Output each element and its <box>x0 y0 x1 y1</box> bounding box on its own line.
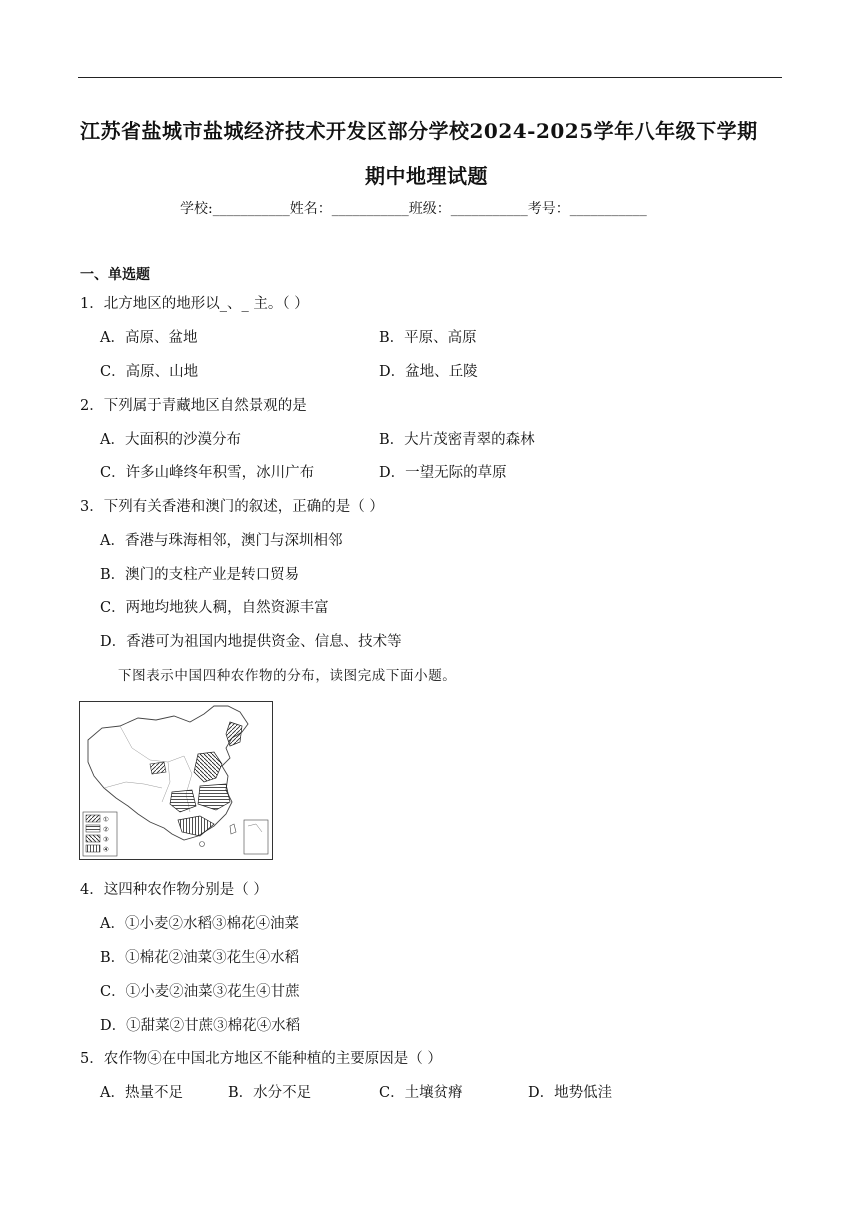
question-5-option-a[interactable]: A．热量不足 <box>100 1085 183 1101</box>
question-1-option-d[interactable]: D．盆地、丘陵 <box>379 364 478 380</box>
china-map-illustration <box>80 702 272 859</box>
question-4-option-d[interactable]: D．①甜菜②甘蔗③棉花④水稻 <box>100 1018 301 1034</box>
question-4-option-a[interactable]: A．①小麦②水稻③棉花④油菜 <box>100 916 299 932</box>
question-5-option-b[interactable]: B．水分不足 <box>228 1085 312 1101</box>
legend-label-4: ④ <box>103 845 109 854</box>
question-3-option-c[interactable]: C．两地均地狭人稠，自然资源丰富 <box>100 600 329 616</box>
question-5-option-d[interactable]: D．地势低洼 <box>528 1085 613 1101</box>
legend-label-3: ③ <box>103 835 109 844</box>
crop-distribution-map <box>79 701 273 860</box>
question-2-option-b[interactable]: B．大片茂密青翠的森林 <box>379 432 535 448</box>
question-2-option-d[interactable]: D．一望无际的草原 <box>379 465 507 481</box>
legend-label-1: ① <box>103 815 109 824</box>
section-heading: 一、单选题 <box>80 267 150 283</box>
region-sichuan <box>170 790 196 812</box>
student-info-line: 学校:___________姓名：___________班级：___________考号：___________ <box>180 201 647 217</box>
question-5-option-c[interactable]: C．土壤贫瘠 <box>379 1085 463 1101</box>
question-2-option-a[interactable]: A．大面积的沙漠分布 <box>100 432 241 448</box>
region-north-china <box>194 752 222 782</box>
question-3-option-d[interactable]: D．香港可为祖国内地提供资金、信息、技术等 <box>100 634 402 650</box>
region-yangtze <box>198 784 230 810</box>
region-northeast <box>226 722 242 746</box>
page-title-line1: 江苏省盐城市盐城经济技术开发区部分学校2024-2025学年八年级下学期 <box>80 119 758 143</box>
question-1-option-c[interactable]: C．高原、山地 <box>100 364 199 380</box>
question-1-option-b[interactable]: B．平原、高原 <box>379 330 477 346</box>
region-hexi <box>150 762 166 774</box>
question-1-stem: 1．北方地区的地形以_、_ 主。（ ） <box>80 296 309 312</box>
header-rule <box>78 77 782 78</box>
question-3-option-b[interactable]: B．澳门的支柱产业是转口贸易 <box>100 567 300 583</box>
question-3-stem: 3．下列有关香港和澳门的叙述，正确的是（ ） <box>80 499 384 515</box>
question-2-stem: 2．下列属于青藏地区自然景观的是 <box>80 398 307 414</box>
legend-label-2: ② <box>103 825 109 834</box>
question-4-stem: 4．这四种农作物分别是（ ） <box>80 882 268 898</box>
question-3-option-a[interactable]: A．香港与珠海相邻，澳门与深圳相邻 <box>100 533 343 549</box>
region-south <box>178 816 214 836</box>
question-1-option-a[interactable]: A．高原、盆地 <box>100 330 198 346</box>
map-intro-text: 下图表示中国四种农作物的分布，读图完成下面小题。 <box>118 668 457 684</box>
question-4-option-c[interactable]: C．①小麦②油菜③花生④甘蔗 <box>100 984 300 1000</box>
question-5-stem: 5．农作物④在中国北方地区不能种植的主要原因是（ ） <box>80 1051 442 1067</box>
question-2-option-c[interactable]: C．许多山峰终年积雪，冰川广布 <box>100 465 315 481</box>
question-4-option-b[interactable]: B．①棉花②油菜③花生④水稻 <box>100 950 300 966</box>
page-title-line2: 期中地理试题 <box>365 164 488 188</box>
